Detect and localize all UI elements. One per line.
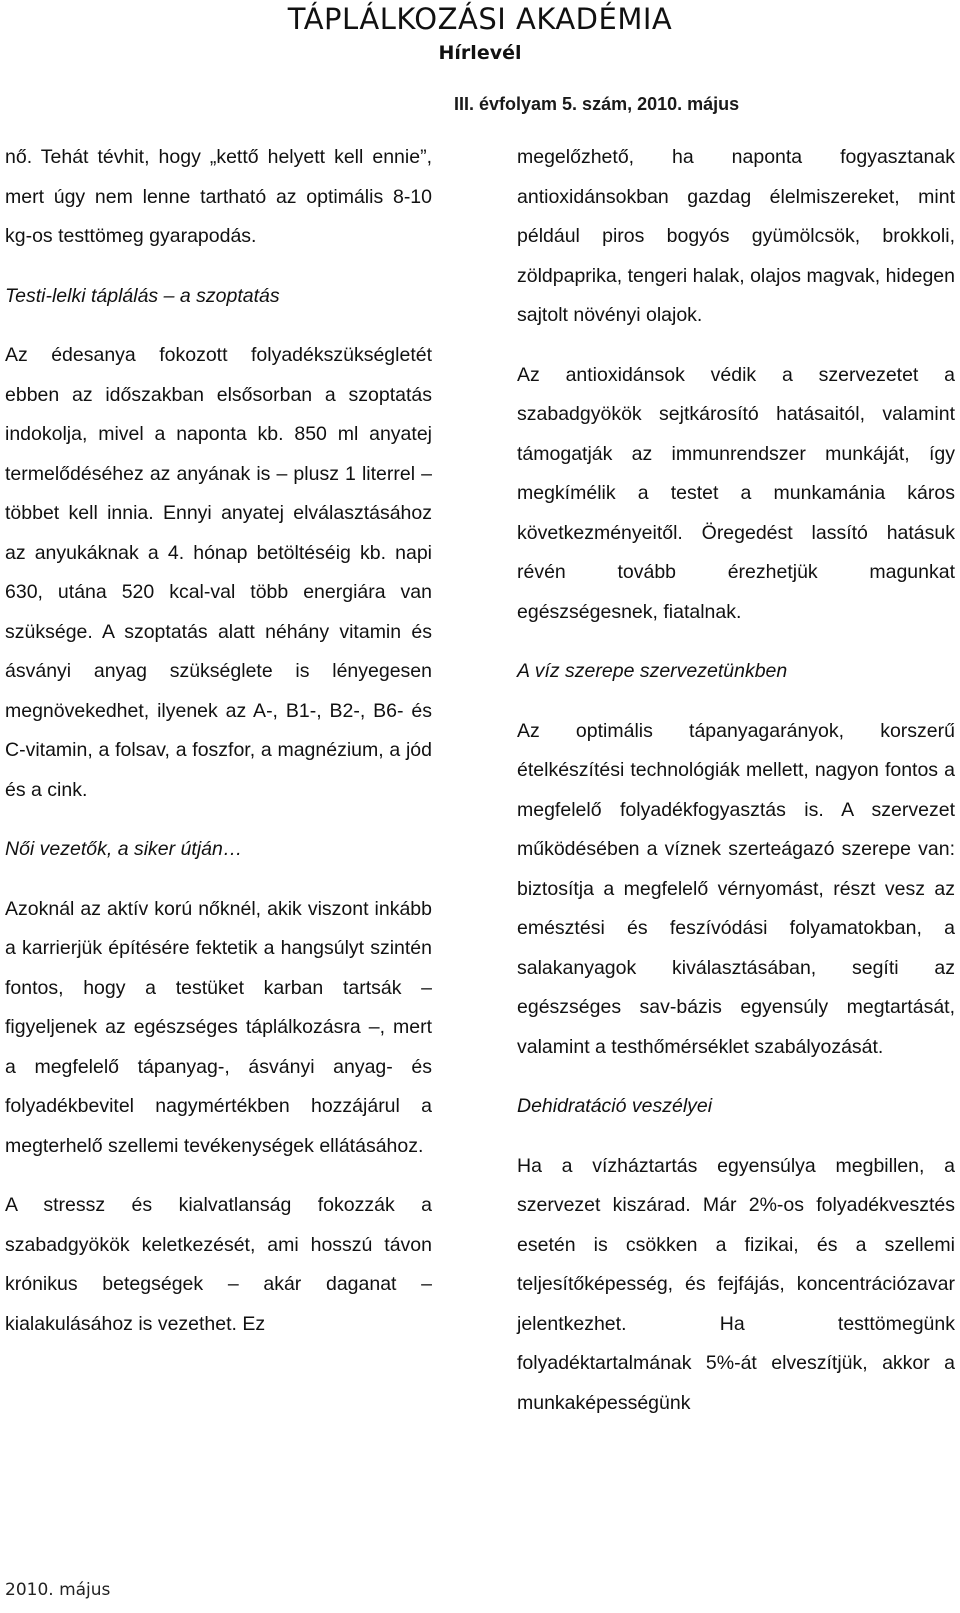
paragraph: Ha a vízháztartás egyensúlya megbillen, a szervezet kiszárad. Már 2%-os folyadékvesztés esetén is csökken a fizikai, és a szellemi teljesítőképesség, és fejfájás, koncentrációzavar jelentkezhet. Ha testtömegünk folyadéktartalmának 5%-át elveszítjük, akkor a munkaképességünk (517, 1154, 955, 1414)
right-column (517, 138, 955, 1423)
section-heading: A víz szerepe szervezetünkben (517, 660, 788, 682)
masthead-subtitle: Hírlevél (438, 42, 522, 64)
paragraph: Az optimális tápanyagarányok, korszerű ételkészítési technológiák mellett, nagyon fontos a megfelelő folyadékfogyasztás is. A szervezet működésében a víznek szerteágazó szerepe van: biztosítja a megfelelő vérnyomást, részt vesz az emésztési és feszívódási folyamatokban, a salakanyagok kiválasztásában, segíti az egészséges sav-bázis egyensúly megtartását, valamint a testhőmérséklet szabályozását. (517, 719, 955, 1058)
section-heading: Testi-lelki táplálás – a szoptatás (5, 284, 280, 307)
footer-date: 2010. május (5, 1580, 111, 1600)
page-header (0, 0, 960, 125)
paragraph: Az édesanya fokozott folyadékszükségletét ebben az időszakban elsősorban a szoptatás indokolja, mivel a naponta kb. 850 ml anyatej termelődéséhez az anyának is – plusz 1 literrel – többet kell innia. Ennyi anyatej elválasztásához az anyukáknak a 4. hónap betöltéséig kb. napi 630, utána 520 kcal-val több energiára van szüksége. A szoptatás alatt néhány vitamin és ásványi anyag szükséglete is lényegesen megnövekedhet, ilyenek az A-, B1-, B2-, B6- és C-vitamin, a folsav, a foszfor, a magnézium, a jód és a cink. (5, 344, 432, 801)
section-heading: Női vezetők, a siker útján… (5, 838, 243, 860)
paragraph: megelőzhető, ha naponta fogyasztanak antioxidánsokban gazdag élelmiszereket, mint például piros bogyós gyümölcsök, brokkoli, zöldpaprika, tengeri halak, olajos magvak, hidegen sajtolt növényi olajok. (517, 146, 955, 326)
section-heading: Dehidratáció veszélyei (517, 1095, 713, 1117)
issue-info: III. évfolyam 5. szám, 2010. május (454, 94, 740, 114)
left-column (5, 138, 432, 1344)
paragraph: A stressz és kialvatlanság fokozzák a szabadgyökök keletkezését, ami hosszú távon krónikus betegségek – akár daganat – kialakulásához is vezethet. Ez (5, 1194, 432, 1335)
paragraph: nő. Tehát tévhit, hogy „kettő helyett kell ennie”, mert úgy nem lenne tartható az optimális 8-10 kg-os testtömeg gyarapodás. (5, 146, 432, 247)
paragraph: Azoknál az aktív korú nőknél, akik viszont inkább a karrierjük építésére fektetik a hangsúlyt szintén fontos, hogy a testüket karban tartsák – figyeljenek az egészséges táplálkozásra –, mert a megfelelő tápanyag-, ásványi anyag- és folyadékbevitel nagymértékben hozzájárul a megterhelő szellemi tevékenységek ellátásához. (5, 897, 432, 1157)
paragraph: Az antioxidánsok védik a szervezetet a szabadgyökök sejtkárosító hatásaitól, valamint támogatják az immunrendszer munkáját, így megkímélik a testet a munkamánia káros következményeitől. Öregedést lassító hatásuk révén tovább érezhetjük magunkat egészségesnek, fiatalnak. (517, 363, 955, 623)
masthead-title: TÁPLÁLKOZÁSI AKADÉMIA (287, 2, 673, 36)
